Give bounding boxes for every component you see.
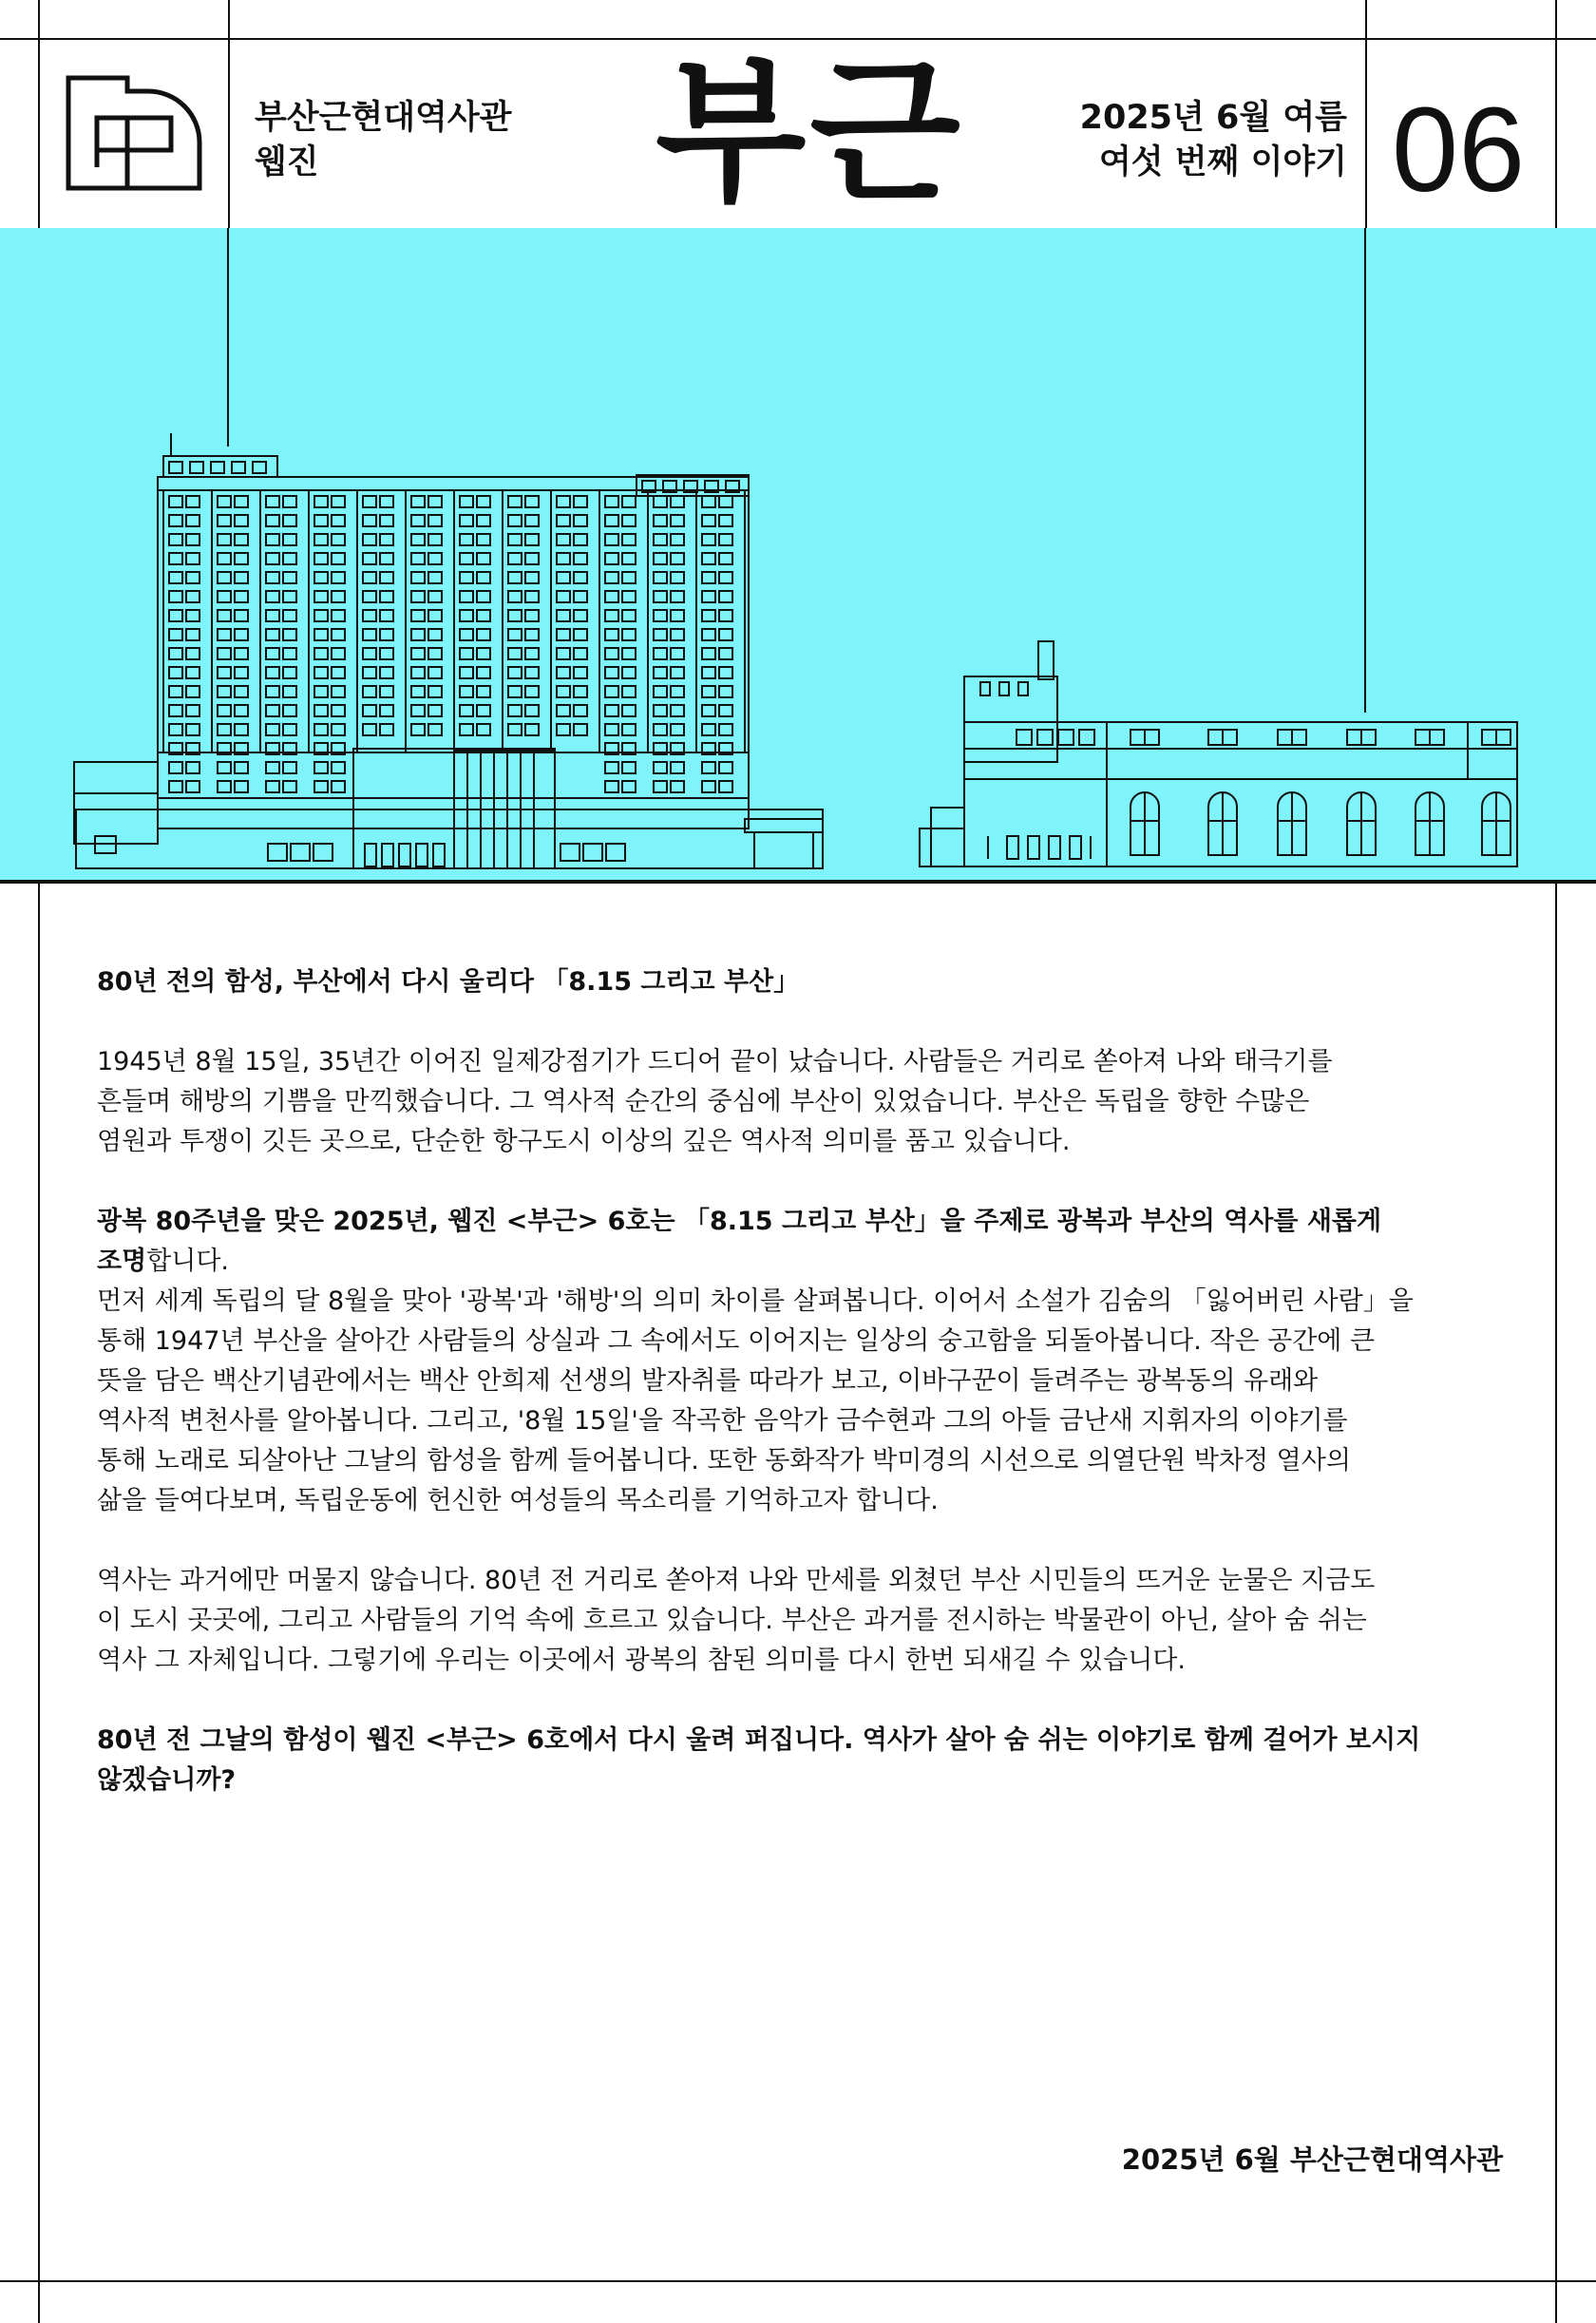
hero-illustration: [0, 228, 1596, 884]
publisher-name: [255, 96, 511, 185]
paragraph-3-line-6: 삶을 들여다보며, 독립운동에 헌신한 여성들의 목소리를 기억하고자 합니다.: [97, 1486, 939, 1515]
issue-number: 06: [1392, 83, 1526, 217]
paragraph-3-line-2: 통해 1947년 부산을 살아간 사람들의 상실과 그 속에서도 이어지는 일상의 숭고함을 되돌아봅니다. 작은 공간에 큰: [97, 1326, 1376, 1356]
paragraph-4-line-2: 이 도시 곳곳에, 그리고 사람들의 기억 속에 흐르고 있습니다. 부산은 과거를 전시하는 박물관이 아닌, 살아 숨 쉬는: [97, 1606, 1367, 1635]
publisher-line-1: 부산근현대역사관: [255, 99, 512, 137]
paragraph-1-line-2: 흔들며 해방의 기쁨을 만끽했습니다. 그 역사적 순간의 중심에 부산이 있었습니다. 부산은 독립을 향한 수많은: [97, 1087, 1310, 1116]
issue-story-label: 여섯 번째 이야기: [1098, 143, 1347, 181]
issue-date: 2025년 6월 여름: [1079, 99, 1347, 137]
paragraph-2-line-1: 광복 80주년을 맞은 2025년, 웹진 <부근> 6호는 「8.15 그리고 부산」을 주제로 광복과 부산의 역사를 새롭게: [97, 1207, 1382, 1236]
webzine-title: 부근: [656, 42, 964, 223]
paragraph-1-line-1: 1945년 8월 15일, 35년간 이어진 일제강점기가 드디어 끝이 났습니다. 사람들은 거리로 쏟아져 나와 태극기를: [97, 1047, 1333, 1076]
paragraph-2-bold-word: 조명: [97, 1247, 147, 1276]
article-heading: 80년 전의 함성, 부산에서 다시 울리다 「8.15 그리고 부산」: [97, 967, 800, 997]
paragraph-3-line-1: 먼저 세계 독립의 달 8월을 맞아 '광복'과 '해방'의 의미 차이를 살펴봅니다. 이어서 소설가 김숨의 「잃어버린 사람」을: [97, 1286, 1414, 1316]
museum-logo-icon: [65, 74, 203, 192]
paragraph-3-line-4: 역사적 변천사를 알아봅니다. 그리고, '8월 15일'을 작곡한 음악가 금수현과 그의 아들 금난새 지휘자의 이야기를: [97, 1406, 1348, 1436]
paragraph-1-line-3: 염원과 투쟁이 깃든 곳으로, 단순한 항구도시 이상의 깊은 역사적 의미를 품고 있습니다.: [97, 1127, 1071, 1156]
paragraph-3-line-5: 통해 노래로 되살아난 그날의 함성을 함께 들어봅니다. 또한 동화작가 박미경의 시선으로 의열단원 박차정 열사의: [97, 1446, 1351, 1476]
publisher-line-2: 웹진: [255, 143, 319, 181]
frame-line-top: [0, 38, 1596, 40]
frame-line-bottom: [0, 2280, 1596, 2282]
museum-buildings-illustration: [0, 228, 1596, 884]
paragraph-5-line-1: 80년 전 그날의 함성이 웹진 <부근> 6호에서 다시 울려 퍼집니다. 역사가 살아 숨 쉬는 이야기로 함께 걸어가 보시지: [97, 1725, 1421, 1755]
paragraph-3-line-3: 뜻을 담은 백산기념관에서는 백산 안희제 선생의 발자취를 따라가 보고, 이바구꾼이 들려주는 광복동의 유래와: [97, 1366, 1319, 1396]
article-body: [97, 962, 1522, 1800]
signature: 2025년 6월 부산근현대역사관: [1121, 2143, 1503, 2176]
paragraph-4-line-1: 역사는 과거에만 머물지 않습니다. 80년 전 거리로 쏟아져 나와 만세를 외쳤던 부산 시민들의 뜨거운 눈물은 지금도: [97, 1566, 1376, 1595]
paragraph-2-line-2: [97, 1242, 1522, 1282]
paragraph-4-line-3: 역사 그 자체입니다. 그렇기에 우리는 이곳에서 광복의 참된 의미를 다시 한번 되새길 수 있습니다.: [97, 1646, 1186, 1675]
issue-info: [1080, 96, 1347, 185]
paragraph-2-rest: 합니다.: [146, 1247, 230, 1276]
paragraph-5-line-2: 않겠습니까?: [97, 1765, 237, 1795]
